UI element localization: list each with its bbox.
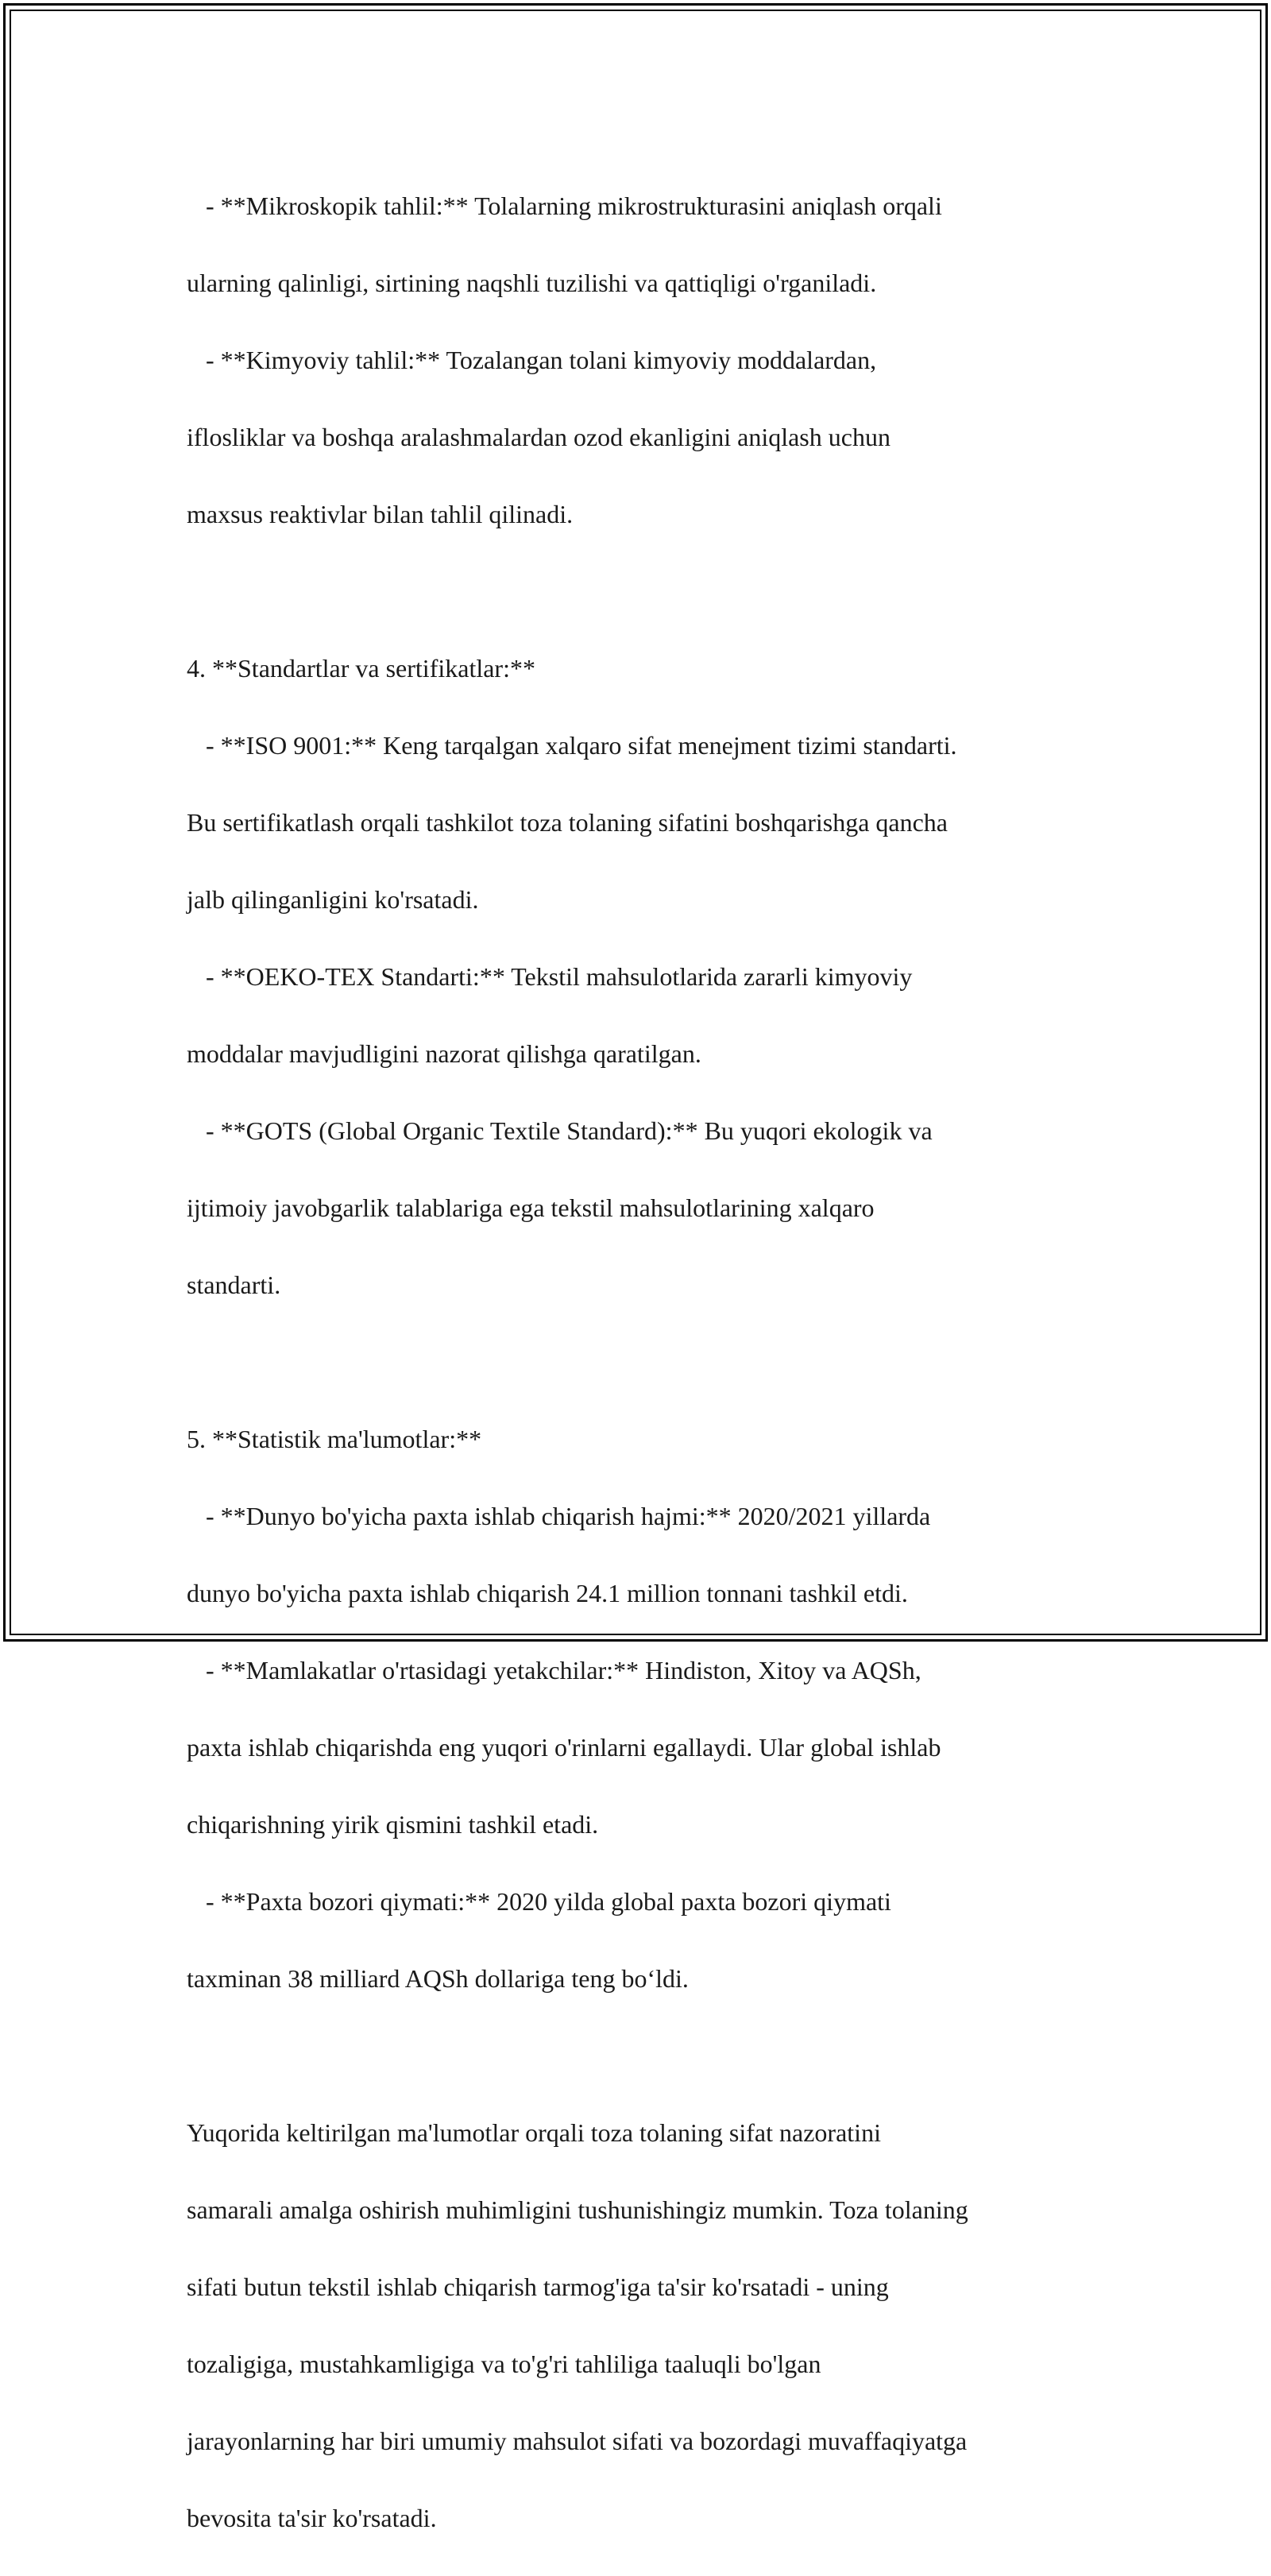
blank-line xyxy=(187,572,1100,611)
text-line: maxsus reaktivlar bilan tahlil qilinadi. xyxy=(187,499,574,528)
text-line: ijtimoiy javobgarlik talablariga ega tekstil mahsulotlarining xalqaro xyxy=(187,1193,875,1222)
text-line: - **OEKO-TEX Standarti:** Tekstil mahsulotlarida zararli kimyoviy xyxy=(187,961,913,991)
text-line: Bu sertifikatlash orqali tashkilot toza tolaning sifatini boshqarishga qancha xyxy=(187,807,948,837)
text-line: taxminan 38 milliard AQSh dollariga teng bo‘ldi. xyxy=(187,1963,689,1993)
section-heading: 5. **Statistik ma'lumotlar:** xyxy=(187,1424,482,1453)
text-line: - **Mikroskopik tahlil:** Tolalarning mikrostrukturasini aniqlash orqali xyxy=(187,191,942,220)
text-line: standarti. xyxy=(187,1270,281,1299)
text-line: paxta ishlab chiqarishda eng yuqori o'rinlarni egallaydi. Ular global ishlab xyxy=(187,1732,941,1762)
text-line: - **Dunyo bo'yicha paxta ishlab chiqarish hajmi:** 2020/2021 yillarda xyxy=(187,1501,931,1530)
text-line: dunyo bo'yicha paxta ishlab chiqarish 24.1 million tonnani tashkil etdi. xyxy=(187,1578,908,1607)
text-line: ularning qalinligi, sirtining naqshli tuzilishi va qattiqligi o'rganiladi. xyxy=(187,268,877,297)
blank-line xyxy=(187,2036,1100,2075)
text-line: - **Mamlakatlar o'rtasidagi yetakchilar:** Hindiston, Xitoy va AQSh, xyxy=(187,1655,921,1684)
conclusion-line: Yuqorida keltirilgan ma'lumotlar orqali toza tolaning sifat nazoratini xyxy=(187,2118,881,2147)
conclusion-line: sifati butun tekstil ishlab chiqarish tarmog'iga ta'sir ko'rsatadi - uning xyxy=(187,2272,889,2301)
section-heading: 4. **Standartlar va sertifikatlar:** xyxy=(187,653,535,683)
text-line: - **GOTS (Global Organic Textile Standard):** Bu yuqori ekologik va xyxy=(187,1116,933,1145)
text-line: - **Kimyoviy tahlil:** Tozalangan tolani kimyoviy moddalardan, xyxy=(187,345,877,374)
blank-line xyxy=(187,1343,1100,1382)
text-line: moddalar mavjudligini nazorat qilishga qaratilgan. xyxy=(187,1039,701,1068)
text-line: iflosliklar va boshqa aralashmalardan ozod ekanligini aniqlash uchun xyxy=(187,422,890,451)
text-line: jalb qilinganligini ko'rsatadi. xyxy=(187,884,479,914)
text-line: - **Paxta bozori qiymati:** 2020 yilda global paxta bozori qiymati xyxy=(187,1886,891,1916)
conclusion-line: tozaligiga, mustahkamligiga va to'g'ri tahliliga taaluqli bo'lgan xyxy=(187,2349,821,2378)
conclusion-line: samarali amalga oshirish muhimligini tushunishingiz mumkin. Toza tolaning xyxy=(187,2195,968,2224)
conclusion-line: jarayonlarning har biri umumiy mahsulot sifati va bozordagi muvaffaqiyatga xyxy=(187,2426,968,2455)
document-body xyxy=(187,148,1100,2576)
text-line: chiqarishning yirik qismini tashkil etadi. xyxy=(187,1809,599,1839)
text-line: - **ISO 9001:** Keng tarqalgan xalqaro sifat menejment tizimi standarti. xyxy=(187,730,957,760)
conclusion-line: bevosita ta'sir ko'rsatadi. xyxy=(187,2503,437,2532)
